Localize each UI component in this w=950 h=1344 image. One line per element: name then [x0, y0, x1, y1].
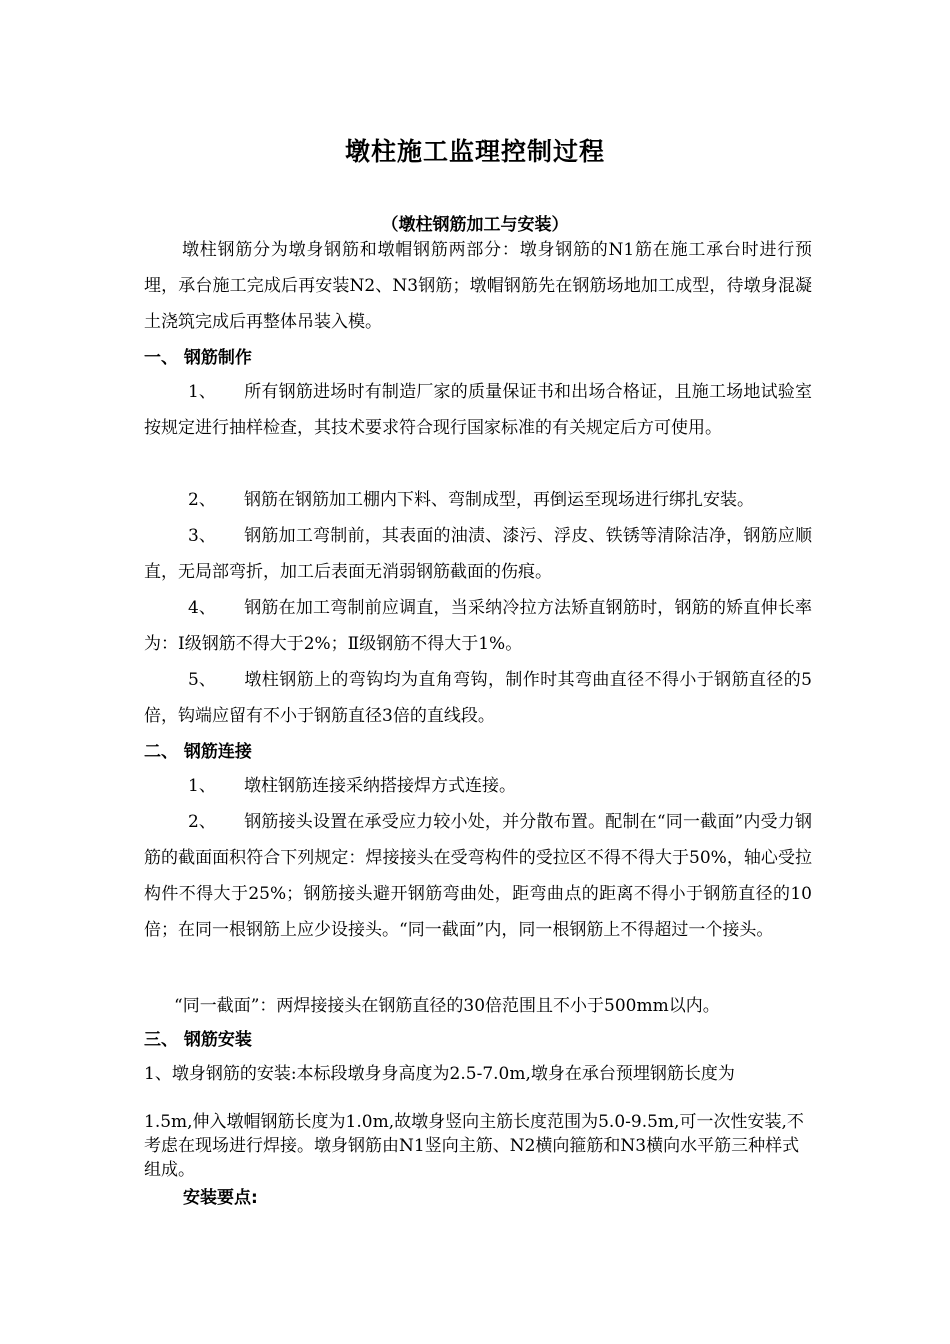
page-subtitle: （墩柱钢筋加工与安装） — [381, 215, 569, 235]
section1-item-4 — [144, 590, 812, 662]
item-text: 钢筋在加工弯制前应调直，当采纳冷拉方法矫直钢筋时，钢筋的矫直伸长率为：Ⅰ级钢筋不得大于2%；Ⅱ级钢筋不得大于1%。 — [144, 598, 812, 654]
item-number: 1、 — [188, 382, 216, 402]
item-text: 所有钢筋进场时有制造厂家的质量保证书和出场合格证，且施工场地试验室按规定进行抽样检查，其技术要求符合现行国家标准的有关规定后方可使用。 — [144, 382, 812, 438]
item-number: 2、 — [188, 490, 216, 510]
section1-item-2 — [144, 482, 812, 518]
section2-note: “同一截面”：两焊接接头在钢筋直径的30倍范围且不小于500mm以内。 — [174, 996, 720, 1016]
section-heading-3: 三、 钢筋安装 — [144, 1030, 252, 1050]
item-text: 钢筋在钢筋加工棚内下料、弯制成型，再倒运至现场进行绑扎安装。 — [244, 490, 754, 510]
section-heading-1: 一、 钢筋制作 — [144, 348, 252, 368]
item-number: 4、 — [188, 598, 216, 618]
item-text: 钢筋加工弯制前，其表面的油渍、漆污、浮皮、铁锈等清除洁净，钢筋应顺直，无局部弯折，加工后表面无消弱钢筋截面的伤痕。 — [144, 526, 812, 582]
page-title: 墩柱施工监理控制过程 — [344, 137, 605, 166]
section2-item-1 — [144, 768, 812, 804]
item-text: 墩柱钢筋上的弯钩均为直角弯钩，制作时其弯曲直径不得小于钢筋直径的5倍，钩端应留有不小于钢筋直径3倍的直线段。 — [144, 670, 812, 726]
section3-line-1: 1、墩身钢筋的安装:本标段墩身身高度为2.5-7.0m,墩身在承台预埋钢筋长度为 — [144, 1064, 735, 1084]
item-number: 2、 — [188, 812, 216, 832]
section-heading-2: 二、 钢筋连接 — [144, 742, 252, 762]
section2-item-2 — [144, 804, 812, 948]
item-number: 3、 — [188, 526, 216, 546]
section1-item-5 — [144, 662, 812, 734]
section3-line-2: 1.5m,伸入墩帽钢筋长度为1.0m,故墩身竖向主筋长度范围为5.0-9.5m,可一次性安装,不考虑在现场进行焊接。墩身钢筋由N1竖向主筋、N2横向箍筋和N3横向水平筋三种样式组成。 — [144, 1112, 804, 1180]
item-text: 墩柱钢筋连接采纳搭接焊方式连接。 — [244, 776, 516, 796]
item-text: 钢筋接头设置在承受应力较小处，并分散布置。配制在“同一截面”内受力钢筋的截面面积符合下列规定：焊接接头在受弯构件的受拉区不得不得大于50%，轴心受拉构件不得大于25%；钢筋接头避开钢筋弯曲处，距弯曲点的距离不得小于钢筋直径的10倍；在同一根钢筋上应少设接头。“同一截面”内，同一根钢筋上不得超过一个接头。 — [144, 812, 812, 940]
section1-item-1 — [144, 374, 812, 446]
intro-paragraph: 墩柱钢筋分为墩身钢筋和墩帽钢筋两部分：墩身钢筋的N1筋在施工承台时进行预埋，承台施工完成后再安装N2、N3钢筋；墩帽钢筋先在钢筋场地加工成型，待墩身混凝土浇筑完成后再整体吊装入模。 — [144, 240, 812, 332]
section1-item-3 — [144, 518, 812, 590]
item-number: 1、 — [188, 776, 216, 796]
item-number: 5、 — [188, 670, 216, 690]
install-points-label: 安装要点: — [183, 1188, 258, 1208]
